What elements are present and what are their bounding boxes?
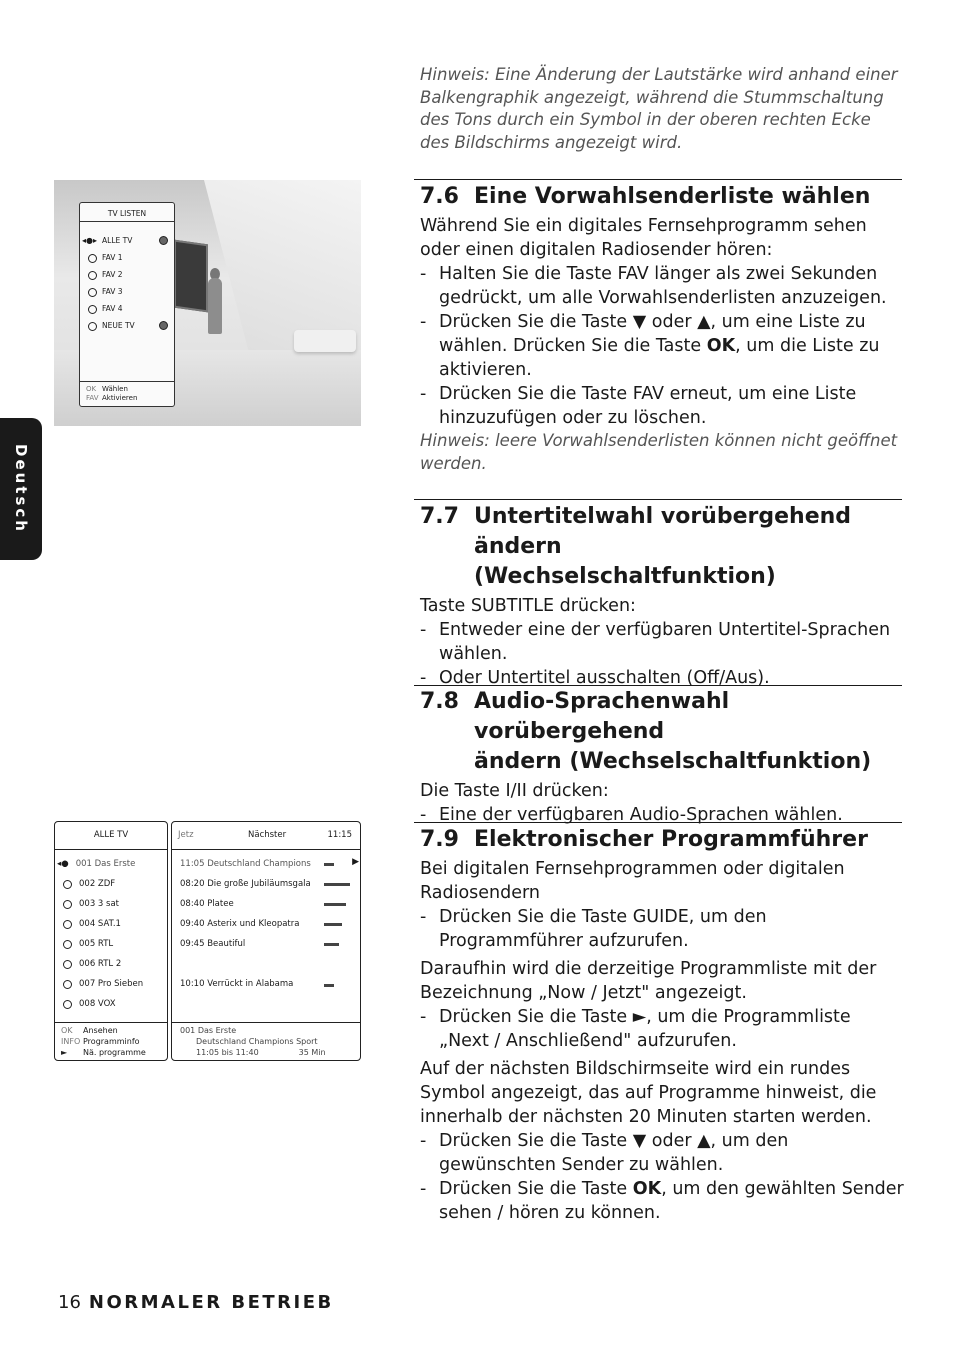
programme-label: 11:05 Deutschland Champions bbox=[180, 859, 311, 869]
tab-next[interactable]: Nächster bbox=[248, 830, 287, 840]
list-item: - Drücken Sie die Taste ▼ oder ▲, um den gewünschten Sender zu wählen. bbox=[420, 1129, 904, 1177]
detail-title: Deutschland Champions Sport bbox=[196, 1037, 318, 1046]
programme-detail bbox=[180, 1025, 326, 1058]
list-item: - Drücken Sie die Taste FAV erneut, um eine Liste hinzuzufügen oder zu löschen. bbox=[420, 382, 904, 430]
section-7-6-note: Hinweis: leere Vorwahlsenderlisten können nicht geöffnet werden. bbox=[420, 431, 898, 473]
fav-menu-footer bbox=[80, 381, 174, 406]
fav-menu-label: ALLE TV bbox=[102, 236, 133, 245]
footer-label: Ansehen bbox=[83, 1026, 118, 1035]
section-7-6-rule bbox=[414, 179, 902, 180]
nav-arrows-icon: ◂●▸ bbox=[82, 236, 98, 245]
radio-circle-icon bbox=[88, 254, 97, 263]
fav-menu-label: FAV 1 bbox=[102, 253, 123, 262]
section-7-8 bbox=[420, 687, 904, 827]
radio-circle-icon bbox=[88, 271, 97, 280]
selector-knob-icon bbox=[159, 321, 168, 330]
section-heading: Eine Vorwahlsenderliste wählen bbox=[474, 184, 871, 209]
fav-menu-item[interactable] bbox=[88, 253, 123, 263]
section-7-9-para: Auf der nächsten Bildschirmseite wird ein rundes Symbol angezeigt, das auf Programme hinweist, die innerhalb der nächsten 20 Minuten starten werden. bbox=[420, 1059, 877, 1127]
channel-label: 005 RTL bbox=[79, 939, 114, 949]
radio-circle-icon bbox=[63, 880, 72, 889]
fav-menu-item[interactable] bbox=[88, 304, 123, 314]
programme-row[interactable] bbox=[180, 979, 293, 989]
fav-list-menu bbox=[79, 202, 175, 407]
fav-menu-item[interactable] bbox=[88, 270, 123, 280]
programme-guide-illustration bbox=[54, 821, 361, 1063]
footer-section-title: NORMALER BETRIEB bbox=[88, 1292, 334, 1313]
divider bbox=[55, 1022, 167, 1023]
channel-label: 004 SAT.1 bbox=[79, 919, 121, 929]
radio-circle-icon bbox=[88, 288, 97, 297]
page-footer bbox=[58, 1292, 334, 1313]
footer-key: ► bbox=[61, 1048, 68, 1057]
radio-circle-icon bbox=[63, 940, 72, 949]
radio-circle-icon bbox=[63, 920, 72, 929]
list-item: - Drücken Sie die Taste OK, um den gewählten Sender sehen / hören zu können. bbox=[420, 1179, 904, 1223]
fav-menu-title: TV LISTEN bbox=[80, 203, 174, 222]
progress-bar bbox=[324, 943, 339, 946]
programme-list-panel bbox=[171, 821, 361, 1061]
programme-list-header bbox=[172, 826, 360, 846]
footer-key: OK bbox=[86, 385, 97, 393]
nav-arrows-icon: ◂● bbox=[57, 859, 69, 869]
section-7-7 bbox=[420, 502, 904, 690]
section-heading: Elektronischer Programmführer bbox=[474, 827, 868, 852]
programme-row[interactable] bbox=[180, 879, 311, 889]
channel-row[interactable] bbox=[63, 999, 116, 1009]
language-tab-label: Deutsch bbox=[12, 444, 30, 534]
volume-note: Hinweis: Eine Änderung der Lautstärke wird anhand einer Balkengraphik angezeigt, während die Stummschaltung des Tons durch ein Symbol in der oberen rechten Ecke des Bildschirms angezeigt wird. bbox=[420, 65, 898, 152]
progress-bar bbox=[324, 984, 334, 987]
radio-circle-icon bbox=[63, 960, 72, 969]
channel-row[interactable] bbox=[63, 899, 119, 909]
section-7-7-intro: Taste SUBTITLE drücken: bbox=[420, 596, 636, 616]
progress-bar bbox=[324, 923, 342, 926]
list-item: - Entweder eine der verfügbaren Untertitel-Sprachen wählen. bbox=[420, 618, 904, 666]
list-item: - Drücken Sie die Taste ▼ oder ▲, um eine Liste zu wählen. Drücken Sie die Taste OK, um die Liste zu aktivieren. bbox=[420, 310, 904, 382]
channel-label: 006 RTL 2 bbox=[79, 959, 122, 969]
channel-label: 008 VOX bbox=[79, 999, 116, 1009]
divider bbox=[172, 849, 360, 850]
progress-bar bbox=[324, 863, 334, 866]
section-7-9-title bbox=[420, 825, 904, 855]
section-7-9-para: Daraufhin wird die derzeitige Programmliste mit der Bezeichnung „Now / Jetzt" angezeigt. bbox=[420, 959, 877, 1003]
section-heading bbox=[474, 502, 904, 592]
list-item-text: Drücken Sie die Taste FAV erneut, um eine Liste hinzuzufügen oder zu löschen. bbox=[439, 384, 857, 428]
footer-label: Nä. programme bbox=[83, 1048, 146, 1057]
list-item: - Eine der verfügbaren Audio-Sprachen wählen. bbox=[420, 803, 904, 827]
programme-label: 09:45 Beautiful bbox=[180, 939, 246, 949]
section-7-7-title bbox=[420, 502, 904, 592]
list-item-text: Drücken Sie die Taste OK, um den gewählten Sender sehen / hören zu können. bbox=[439, 1179, 904, 1223]
channel-row[interactable] bbox=[63, 979, 143, 989]
channel-list-title: ALLE TV bbox=[93, 830, 129, 840]
heading-line: Untertitelwahl vorübergehend ändern bbox=[474, 504, 852, 559]
channel-label: 007 Pro Sieben bbox=[79, 979, 144, 989]
section-7-8-intro: Die Taste I/II drücken: bbox=[420, 781, 609, 801]
progress-bar bbox=[324, 903, 346, 906]
section-number: 7.7 bbox=[420, 504, 459, 529]
channel-label: 001 Das Erste bbox=[75, 859, 136, 869]
channel-row[interactable] bbox=[57, 859, 135, 869]
section-7-7-rule bbox=[414, 499, 902, 500]
list-item: - Drücken Sie die Taste GUIDE, um den Programmführer aufzurufen. bbox=[420, 905, 904, 953]
list-item: - Halten Sie die Taste FAV länger als zwei Sekunden gedrückt, um alle Vorwahlsenderlisten anzuzeigen. bbox=[420, 262, 904, 310]
programme-label: 09:40 Asterix und Kleopatra bbox=[180, 919, 300, 929]
section-heading bbox=[474, 687, 904, 777]
footer-label: Wählen bbox=[102, 385, 128, 393]
guide-footer-keys bbox=[61, 1025, 146, 1058]
section-7-8-rule bbox=[414, 685, 902, 686]
list-item: - Oder Untertitel ausschalten (Off/Aus). bbox=[420, 666, 904, 690]
section-7-6 bbox=[420, 182, 904, 475]
channel-row[interactable] bbox=[63, 939, 113, 949]
list-item-text: Entweder eine der verfügbaren Untertitel-Sprachen wählen. bbox=[439, 620, 891, 664]
clock-time: 11:15 bbox=[327, 830, 352, 840]
language-tab bbox=[0, 418, 42, 560]
fav-menu-item[interactable] bbox=[88, 321, 135, 331]
section-number: 7.6 bbox=[420, 184, 459, 209]
footer-label: Aktivieren bbox=[102, 394, 138, 402]
programme-label: 10:10 Verrückt in Alabama bbox=[180, 979, 294, 989]
footer-key: FAV bbox=[86, 394, 99, 402]
radio-circle-icon bbox=[63, 900, 72, 909]
section-7-6-title bbox=[420, 182, 904, 212]
divider bbox=[55, 849, 167, 850]
section-7-9-intro: Bei digitalen Fernsehprogrammen oder digitalen Radiosendern bbox=[420, 859, 845, 903]
progress-bar bbox=[324, 883, 350, 886]
page-number: 16 bbox=[58, 1292, 81, 1313]
fav-menu-item[interactable] bbox=[88, 287, 123, 297]
list-item: - Drücken Sie die Taste ►, um die Programmliste „Next / Anschließend" aufzurufen. bbox=[420, 1005, 904, 1053]
detail-channel: 001 Das Erste bbox=[180, 1026, 237, 1035]
footer-key: INFO bbox=[61, 1037, 81, 1046]
list-item-text: Drücken Sie die Taste ▼ oder ▲, um eine Liste zu wählen. Drücken Sie die Taste OK, um die Liste zu aktivieren. bbox=[439, 312, 880, 380]
heading-line: (Wechselschaltfunktion) bbox=[474, 564, 776, 589]
person-figure bbox=[208, 278, 222, 334]
programme-row[interactable] bbox=[180, 919, 299, 929]
programme-row[interactable] bbox=[180, 939, 245, 949]
radio-circle-icon bbox=[63, 1000, 72, 1009]
tv-room-illustration bbox=[54, 180, 361, 426]
channel-row[interactable] bbox=[63, 959, 121, 969]
channel-list-panel bbox=[54, 821, 168, 1061]
detail-duration: 35 Min bbox=[298, 1048, 326, 1057]
channel-label: 003 3 sat bbox=[79, 899, 120, 909]
programme-label: 08:20 Die große Jubiläumsgala bbox=[180, 879, 311, 889]
fav-menu-item[interactable] bbox=[82, 236, 132, 246]
fav-menu-label: FAV 4 bbox=[102, 304, 123, 313]
section-7-8-title bbox=[420, 687, 904, 777]
heading-line: ändern (Wechselschaltfunktion) bbox=[474, 749, 872, 774]
radio-circle-icon bbox=[88, 322, 97, 331]
detail-time: 11:05 bis 11:40 bbox=[196, 1048, 259, 1057]
radio-circle-icon bbox=[88, 305, 97, 314]
radio-circle-icon bbox=[63, 980, 72, 989]
list-item-text: Halten Sie die Taste FAV länger als zwei Sekunden gedrückt, um alle Vorwahlsenderlisten anzuzeigen. bbox=[439, 264, 887, 308]
programme-row[interactable] bbox=[180, 859, 311, 869]
sofa-shape bbox=[294, 330, 356, 352]
play-arrow-icon: ▶ bbox=[352, 857, 359, 867]
footer-label: Programminfo bbox=[83, 1037, 140, 1046]
list-item-text: Eine der verfügbaren Audio-Sprachen wählen. bbox=[439, 805, 843, 825]
section-number: 7.9 bbox=[420, 827, 459, 852]
selector-knob-icon bbox=[159, 236, 168, 245]
fav-menu-label: FAV 2 bbox=[102, 270, 123, 279]
list-item-text: Drücken Sie die Taste ▼ oder ▲, um den gewünschten Sender zu wählen. bbox=[439, 1131, 789, 1175]
television-shape bbox=[174, 240, 208, 313]
tab-now[interactable]: Jetz bbox=[178, 830, 194, 840]
channel-row[interactable] bbox=[63, 879, 115, 889]
section-7-6-intro: Während Sie ein digitales Fernsehprogramm sehen oder einen digitalen Radiosender hören: bbox=[420, 216, 867, 260]
list-item-text: Drücken Sie die Taste ►, um die Programmliste „Next / Anschließend" aufzurufen. bbox=[439, 1007, 851, 1051]
section-number: 7.8 bbox=[420, 689, 459, 714]
divider bbox=[172, 1022, 360, 1023]
programme-label: 08:40 Platee bbox=[180, 899, 234, 909]
fav-menu-label: FAV 3 bbox=[102, 287, 123, 296]
list-item-text: Drücken Sie die Taste GUIDE, um den Programmführer aufzurufen. bbox=[439, 907, 767, 951]
programme-row[interactable] bbox=[180, 899, 234, 909]
fav-menu-label: NEUE TV bbox=[102, 321, 135, 330]
channel-row[interactable] bbox=[63, 919, 121, 929]
section-7-9-rule bbox=[414, 822, 902, 823]
list-item-text: Oder Untertitel ausschalten (Off/Aus). bbox=[439, 668, 770, 688]
channel-label: 002 ZDF bbox=[79, 879, 116, 889]
heading-line: Audio-Sprachenwahl vorübergehend bbox=[474, 689, 730, 744]
footer-key: OK bbox=[61, 1026, 73, 1035]
section-7-9 bbox=[420, 825, 904, 1225]
